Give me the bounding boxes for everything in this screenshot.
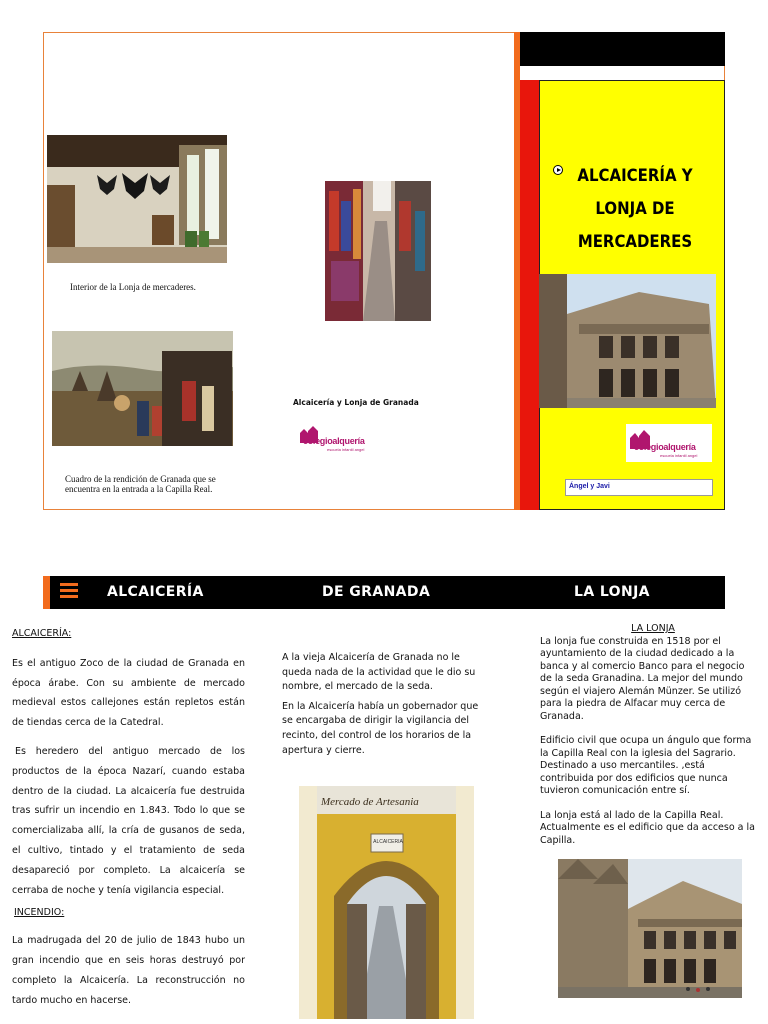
lonja-interior-photo [47, 135, 227, 263]
alcaiceria-heading: ALCAICERÍA: [12, 628, 72, 639]
de-granada-paragraph-2: En la Alcaicería había un gobernador que se encargaba de dirigir la vigilancia del recinto, del control de los horarios de la apertura y cierre. [282, 700, 479, 756]
lonja-facade-photo [539, 274, 716, 408]
la-lonja-column [540, 623, 758, 847]
alcaiceria-arch-photo [299, 786, 474, 1019]
cover-school-logo: colegioalquería escuela infantil angel [626, 424, 712, 462]
artesania-sign: Mercado de Artesania [321, 796, 419, 808]
title-bullet-icon [553, 165, 563, 175]
painting-caption: Cuadro de la rendición de Granada que se encuentra en la entrada a la Capilla Real. [65, 474, 216, 494]
de-granada-column [282, 651, 487, 758]
de-granada-paragraph-1: A la vieja Alcaicería de Granada no le queda nada de la actividad que le dio su nombre, el mercado de la seda. [282, 652, 476, 693]
cover-red-bar [520, 80, 539, 510]
alcaiceria-street-photo [325, 181, 431, 321]
nav-orange-accent [43, 576, 50, 609]
alcaiceria-plaque: ALCAICERIA [373, 839, 403, 845]
incendio-heading: INCENDIO: [14, 907, 65, 919]
school-logo: colegioalquería escuela infantil angel [297, 423, 379, 453]
alcaiceria-paragraph-2: Es heredero del antiguo mercado de los productos de la época Nazarí, cuando estaba dentro de la ciudad. La alcaicería fue destruida tras sufrir un incendio en 1.843. Todo lo que se comercializaba allí, la cría de gusanos de seda, el cultivo, tintado y el tratamiento de seda desapareció por completo. La alcaicería se cerraba de noche y tenía vigilancia especial. [12, 745, 245, 896]
authors-box: Ángel y Javi [565, 479, 713, 496]
market-caption: Alcaicería y Lonja de Granada [293, 398, 419, 407]
cover-title: ALCAICERÍA Y LONJA DE MERCADERES [577, 166, 693, 252]
incendio-paragraph: La madrugada del 20 de julio de 1843 hubo un gran incendio que en seis horas destruyó por completo la Alcaicería. La reconstrucción no tardo mucho en hacerse. [12, 935, 245, 1006]
la-lonja-paragraph-3: La lonja está al lado de la Capilla Real. Actualmente es el edificio que da acceso a la Capilla. [540, 809, 755, 846]
nav-item-alcaiceria[interactable]: ALCAICERÍA [107, 584, 204, 600]
lonja-building-photo [558, 859, 742, 998]
nav-item-la-lonja[interactable]: LA LONJA [574, 584, 650, 600]
la-lonja-paragraph-2: Edificio civil que ocupa un ángulo que forma la Capilla Real con la iglesia del Sagrario. Destinado a uso mercantiles. ,está contribuida por dos edificios que nunca tuvieron comunicación entre sí. [540, 735, 752, 796]
surrender-painting [52, 331, 233, 446]
la-lonja-heading: LA LONJA [631, 623, 675, 634]
cover-black-header [520, 32, 725, 66]
alcaiceria-paragraph-1: Es el antiguo Zoco de la ciudad de Granada en época árabe. Con su ambiente de mercado medieval estos callejones están repletos están de tiendas cerca de la Catedral. [12, 657, 245, 729]
alcaiceria-column [12, 624, 245, 1010]
la-lonja-paragraph-1: La lonja fue construida en 1518 por el ayuntamiento de la ciudad dedicado a la banca y al comercio Banco para el negocio de la seda Granadina. La mejor del mundo según el viajero Alemán Münzer. Se utilizó para la piedra de Alfacar muy cerca de Granada. [540, 635, 745, 722]
nav-item-de-granada[interactable]: DE GRANADA [322, 584, 431, 600]
interior-caption: Interior de la Lonja de mercaderes. [70, 282, 196, 292]
menu-icon[interactable] [60, 583, 78, 599]
